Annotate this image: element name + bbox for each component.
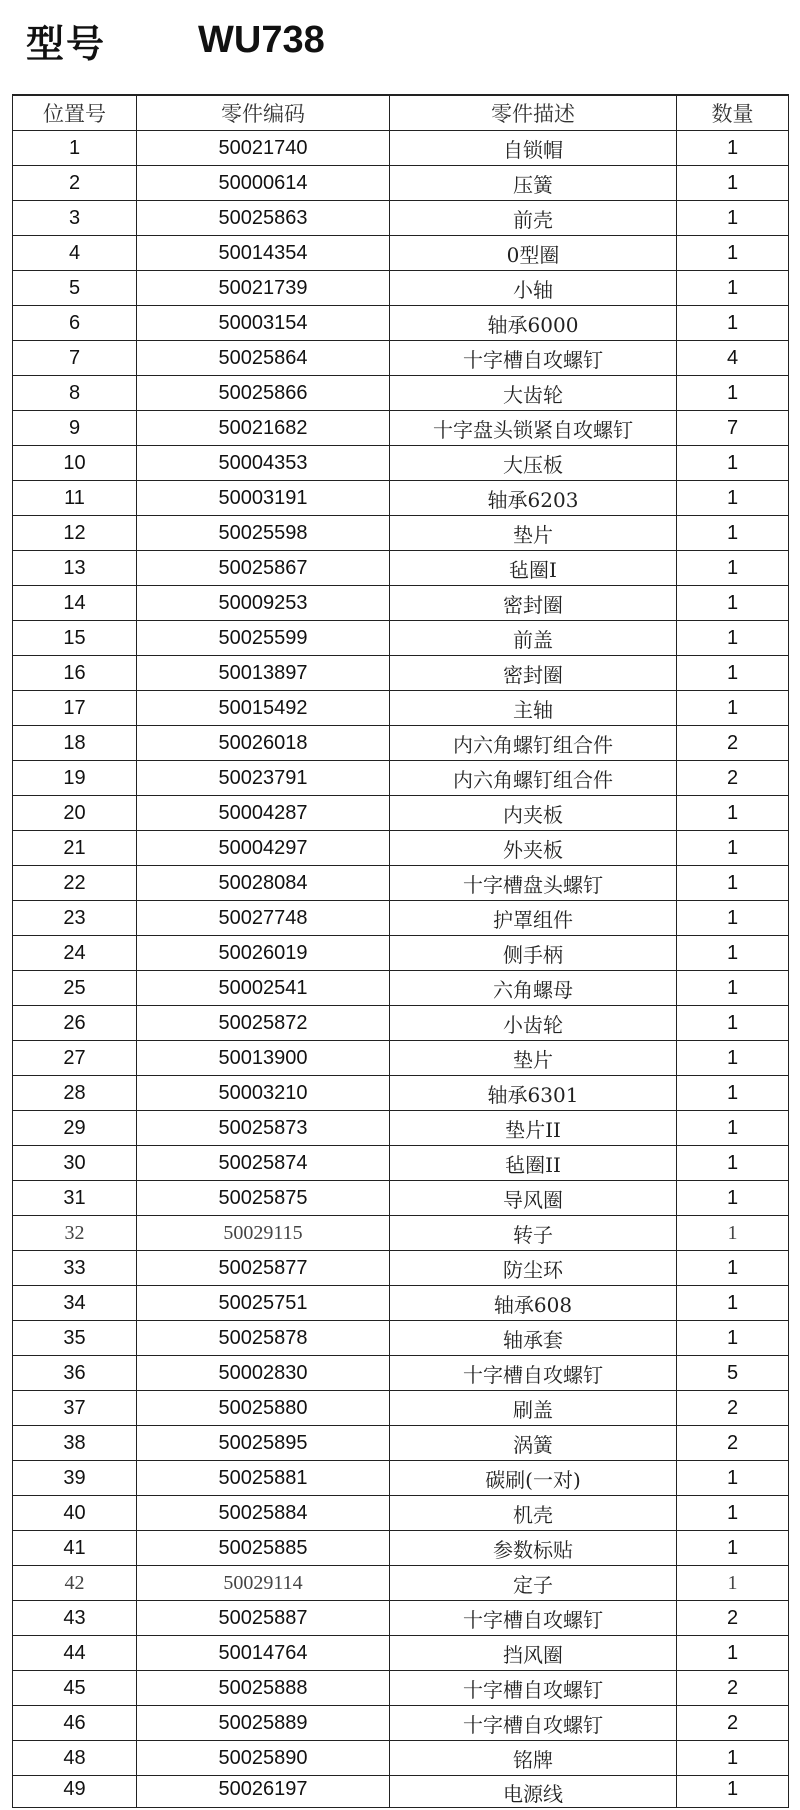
table-row	[13, 1741, 789, 1776]
cell-quantity: 2	[677, 1426, 789, 1461]
table-row	[13, 201, 789, 236]
table-row	[13, 376, 789, 411]
cell-quantity: 1	[677, 131, 789, 166]
table-row	[13, 1286, 789, 1321]
table-row	[13, 1426, 789, 1461]
cell-position: 30	[13, 1146, 137, 1181]
cell-position: 38	[13, 1426, 137, 1461]
cell-quantity: 1	[677, 1776, 789, 1808]
table-row	[13, 1321, 789, 1356]
cell-part-code: 50015492	[137, 691, 390, 726]
cell-part-code: 50014764	[137, 1636, 390, 1671]
cell-position: 13	[13, 551, 137, 586]
cell-description: 侧手柄	[390, 936, 677, 971]
cell-part-code: 50025866	[137, 376, 390, 411]
table-row	[13, 831, 789, 866]
cell-quantity: 1	[677, 306, 789, 341]
cell-part-code: 50025598	[137, 516, 390, 551]
cell-position: 36	[13, 1356, 137, 1391]
cell-position: 31	[13, 1181, 137, 1216]
cell-position: 1	[13, 131, 137, 166]
cell-position: 41	[13, 1531, 137, 1566]
table-row	[13, 1181, 789, 1216]
cell-quantity: 1	[677, 866, 789, 901]
table-row	[13, 691, 789, 726]
cell-description: 前盖	[390, 621, 677, 656]
cell-description: 六角螺母	[390, 971, 677, 1006]
cell-position: 18	[13, 726, 137, 761]
table-row	[13, 621, 789, 656]
table-row	[13, 586, 789, 621]
cell-part-code: 50025885	[137, 1531, 390, 1566]
cell-position: 34	[13, 1286, 137, 1321]
cell-position: 12	[13, 516, 137, 551]
cell-description: 外夹板	[390, 831, 677, 866]
cell-description: 密封圈	[390, 586, 677, 621]
cell-quantity: 4	[677, 341, 789, 376]
table-row	[13, 1391, 789, 1426]
cell-quantity: 1	[677, 1321, 789, 1356]
cell-quantity: 1	[677, 621, 789, 656]
cell-quantity: 1	[677, 1636, 789, 1671]
cell-quantity: 1	[677, 586, 789, 621]
cell-part-code: 50025878	[137, 1321, 390, 1356]
cell-part-code: 50027748	[137, 901, 390, 936]
cell-position: 10	[13, 446, 137, 481]
cell-quantity: 1	[677, 1216, 789, 1251]
cell-description: 垫片	[390, 1041, 677, 1076]
model-label: 型号	[26, 21, 107, 66]
table-row	[13, 656, 789, 691]
cell-description: 轴承套	[390, 1321, 677, 1356]
table-row	[13, 516, 789, 551]
cell-description: 压簧	[390, 166, 677, 201]
cell-quantity: 1	[677, 1496, 789, 1531]
table-row	[13, 1146, 789, 1181]
cell-description: 涡簧	[390, 1426, 677, 1461]
cell-part-code: 50023791	[137, 761, 390, 796]
cell-description: 内六角螺钉组合件	[390, 761, 677, 796]
cell-quantity: 1	[677, 1286, 789, 1321]
cell-description: 十字槽自攻螺钉	[390, 341, 677, 376]
cell-quantity: 1	[677, 201, 789, 236]
cell-description: 十字槽自攻螺钉	[390, 1601, 677, 1636]
table-row	[13, 236, 789, 271]
column-header-part-code: 零件编码	[137, 95, 390, 131]
table-row	[13, 761, 789, 796]
table-row	[13, 796, 789, 831]
table-row	[13, 1461, 789, 1496]
cell-position: 42	[13, 1566, 137, 1601]
cell-position: 3	[13, 201, 137, 236]
cell-position: 4	[13, 236, 137, 271]
table-row	[13, 1601, 789, 1636]
cell-description: 十字盘头锁紧自攻螺钉	[390, 411, 677, 446]
cell-part-code: 50004297	[137, 831, 390, 866]
cell-position: 14	[13, 586, 137, 621]
cell-part-code: 50025867	[137, 551, 390, 586]
cell-description: 密封圈	[390, 656, 677, 691]
cell-part-code: 50003210	[137, 1076, 390, 1111]
cell-description: 轴承6000	[390, 306, 677, 341]
cell-quantity: 1	[677, 1146, 789, 1181]
cell-quantity: 1	[677, 481, 789, 516]
cell-description: 参数标贴	[390, 1531, 677, 1566]
table-row	[13, 1006, 789, 1041]
cell-part-code: 50014354	[137, 236, 390, 271]
cell-description: 大齿轮	[390, 376, 677, 411]
cell-part-code: 50025888	[137, 1671, 390, 1706]
cell-quantity: 2	[677, 1391, 789, 1426]
cell-position: 48	[13, 1741, 137, 1776]
cell-position: 49	[13, 1776, 137, 1808]
cell-position: 2	[13, 166, 137, 201]
table-row	[13, 1776, 789, 1808]
table-row	[13, 1636, 789, 1671]
cell-part-code: 50029115	[137, 1216, 390, 1251]
cell-quantity: 1	[677, 691, 789, 726]
cell-part-code: 50025895	[137, 1426, 390, 1461]
cell-part-code: 50026197	[137, 1776, 390, 1808]
cell-quantity: 1	[677, 1251, 789, 1286]
cell-position: 40	[13, 1496, 137, 1531]
cell-position: 24	[13, 936, 137, 971]
cell-quantity: 1	[677, 1741, 789, 1776]
cell-description: 内夹板	[390, 796, 677, 831]
cell-position: 44	[13, 1636, 137, 1671]
table-row	[13, 971, 789, 1006]
cell-description: 电源线	[390, 1776, 677, 1808]
cell-description: 刷盖	[390, 1391, 677, 1426]
cell-part-code: 50021740	[137, 131, 390, 166]
cell-description: 十字槽自攻螺钉	[390, 1671, 677, 1706]
table-row	[13, 411, 789, 446]
table-row	[13, 901, 789, 936]
cell-quantity: 1	[677, 1181, 789, 1216]
cell-part-code: 50025875	[137, 1181, 390, 1216]
cell-part-code: 50013900	[137, 1041, 390, 1076]
cell-position: 20	[13, 796, 137, 831]
cell-part-code: 50004353	[137, 446, 390, 481]
cell-quantity: 1	[677, 516, 789, 551]
cell-description: 大压板	[390, 446, 677, 481]
cell-description: 小轴	[390, 271, 677, 306]
cell-quantity: 5	[677, 1356, 789, 1391]
cell-part-code: 50026018	[137, 726, 390, 761]
cell-position: 43	[13, 1601, 137, 1636]
cell-position: 22	[13, 866, 137, 901]
page-header	[26, 10, 325, 70]
cell-part-code: 50029114	[137, 1566, 390, 1601]
cell-part-code: 50025874	[137, 1146, 390, 1181]
table-row	[13, 1496, 789, 1531]
table-row	[13, 131, 789, 166]
cell-position: 23	[13, 901, 137, 936]
cell-description: 防尘环	[390, 1251, 677, 1286]
cell-position: 25	[13, 971, 137, 1006]
column-header-description: 零件描述	[390, 95, 677, 131]
cell-position: 15	[13, 621, 137, 656]
cell-part-code: 50002830	[137, 1356, 390, 1391]
cell-description: 十字槽自攻螺钉	[390, 1706, 677, 1741]
cell-part-code: 50025751	[137, 1286, 390, 1321]
cell-quantity: 1	[677, 1566, 789, 1601]
cell-part-code: 50025877	[137, 1251, 390, 1286]
cell-quantity: 1	[677, 831, 789, 866]
cell-description: 0型圈	[390, 236, 677, 271]
cell-quantity: 1	[677, 796, 789, 831]
cell-part-code: 50002541	[137, 971, 390, 1006]
cell-part-code: 50025881	[137, 1461, 390, 1496]
cell-position: 33	[13, 1251, 137, 1286]
cell-quantity: 1	[677, 1111, 789, 1146]
cell-quantity: 1	[677, 936, 789, 971]
cell-quantity: 1	[677, 271, 789, 306]
cell-quantity: 1	[677, 551, 789, 586]
cell-description: 轴承6203	[390, 481, 677, 516]
cell-part-code: 50025890	[137, 1741, 390, 1776]
table-row	[13, 1671, 789, 1706]
cell-position: 7	[13, 341, 137, 376]
cell-part-code: 50025864	[137, 341, 390, 376]
cell-quantity: 7	[677, 411, 789, 446]
table-row	[13, 1111, 789, 1146]
cell-part-code: 50021682	[137, 411, 390, 446]
cell-position: 37	[13, 1391, 137, 1426]
cell-part-code: 50025880	[137, 1391, 390, 1426]
table-row	[13, 1041, 789, 1076]
column-header-position: 位置号	[13, 95, 137, 131]
cell-quantity: 1	[677, 1076, 789, 1111]
cell-part-code: 50026019	[137, 936, 390, 971]
cell-description: 垫片II	[390, 1111, 677, 1146]
cell-part-code: 50028084	[137, 866, 390, 901]
cell-part-code: 50025872	[137, 1006, 390, 1041]
cell-description: 小齿轮	[390, 1006, 677, 1041]
cell-quantity: 2	[677, 1671, 789, 1706]
cell-description: 自锁帽	[390, 131, 677, 166]
cell-description: 前壳	[390, 201, 677, 236]
cell-position: 32	[13, 1216, 137, 1251]
table-row	[13, 1251, 789, 1286]
cell-description: 导风圈	[390, 1181, 677, 1216]
cell-quantity: 1	[677, 1531, 789, 1566]
cell-position: 19	[13, 761, 137, 796]
table-row	[13, 1706, 789, 1741]
table-row	[13, 1076, 789, 1111]
table-row	[13, 726, 789, 761]
cell-description: 定子	[390, 1566, 677, 1601]
cell-quantity: 1	[677, 1006, 789, 1041]
cell-position: 26	[13, 1006, 137, 1041]
table-row	[13, 306, 789, 341]
cell-position: 5	[13, 271, 137, 306]
cell-position: 27	[13, 1041, 137, 1076]
cell-quantity: 1	[677, 1041, 789, 1076]
cell-description: 垫片	[390, 516, 677, 551]
cell-part-code: 50009253	[137, 586, 390, 621]
cell-position: 45	[13, 1671, 137, 1706]
table-row	[13, 936, 789, 971]
cell-position: 21	[13, 831, 137, 866]
cell-description: 十字槽自攻螺钉	[390, 1356, 677, 1391]
cell-position: 28	[13, 1076, 137, 1111]
cell-description: 转子	[390, 1216, 677, 1251]
cell-position: 6	[13, 306, 137, 341]
cell-part-code: 50000614	[137, 166, 390, 201]
cell-part-code: 50004287	[137, 796, 390, 831]
cell-description: 主轴	[390, 691, 677, 726]
cell-description: 毡圈II	[390, 1146, 677, 1181]
cell-quantity: 1	[677, 376, 789, 411]
cell-quantity: 1	[677, 446, 789, 481]
cell-position: 17	[13, 691, 137, 726]
cell-part-code: 50025873	[137, 1111, 390, 1146]
table-row	[13, 1566, 789, 1601]
cell-quantity: 1	[677, 236, 789, 271]
table-row	[13, 166, 789, 201]
cell-quantity: 1	[677, 901, 789, 936]
table-row	[13, 341, 789, 376]
cell-quantity: 2	[677, 1706, 789, 1741]
cell-position: 39	[13, 1461, 137, 1496]
cell-part-code: 50025599	[137, 621, 390, 656]
cell-quantity: 1	[677, 166, 789, 201]
cell-position: 16	[13, 656, 137, 691]
header-row	[13, 95, 789, 131]
cell-position: 11	[13, 481, 137, 516]
cell-description: 护罩组件	[390, 901, 677, 936]
cell-part-code: 50025863	[137, 201, 390, 236]
cell-part-code: 50025887	[137, 1601, 390, 1636]
cell-part-code: 50021739	[137, 271, 390, 306]
cell-position: 35	[13, 1321, 137, 1356]
cell-quantity: 1	[677, 1461, 789, 1496]
table-header	[13, 95, 789, 131]
table-row	[13, 551, 789, 586]
table-row	[13, 446, 789, 481]
cell-description: 挡风圈	[390, 1636, 677, 1671]
cell-description: 毡圈Ⅰ	[390, 551, 677, 586]
table-body	[13, 131, 789, 1808]
cell-description: 铭牌	[390, 1741, 677, 1776]
column-header-quantity: 数量	[677, 95, 789, 131]
cell-part-code: 50025884	[137, 1496, 390, 1531]
cell-part-code: 50003154	[137, 306, 390, 341]
table-row	[13, 481, 789, 516]
cell-position: 29	[13, 1111, 137, 1146]
cell-description: 十字槽盘头螺钉	[390, 866, 677, 901]
table-row	[13, 1216, 789, 1251]
cell-quantity: 2	[677, 726, 789, 761]
cell-quantity: 2	[677, 1601, 789, 1636]
cell-quantity: 2	[677, 761, 789, 796]
cell-description: 碳刷(一对)	[390, 1461, 677, 1496]
table-row	[13, 1531, 789, 1566]
table-row	[13, 271, 789, 306]
cell-description: 机壳	[390, 1496, 677, 1531]
cell-part-code: 50025889	[137, 1706, 390, 1741]
cell-description: 内六角螺钉组合件	[390, 726, 677, 761]
table-row	[13, 866, 789, 901]
cell-quantity: 1	[677, 971, 789, 1006]
cell-position: 46	[13, 1706, 137, 1741]
cell-part-code: 50003191	[137, 481, 390, 516]
cell-description: 轴承6301	[390, 1076, 677, 1111]
table-row	[13, 1356, 789, 1391]
model-number: WU738	[198, 18, 325, 61]
parts-list-table	[12, 94, 789, 1808]
cell-quantity: 1	[677, 656, 789, 691]
cell-position: 8	[13, 376, 137, 411]
cell-part-code: 50013897	[137, 656, 390, 691]
cell-description: 轴承608	[390, 1286, 677, 1321]
cell-position: 9	[13, 411, 137, 446]
